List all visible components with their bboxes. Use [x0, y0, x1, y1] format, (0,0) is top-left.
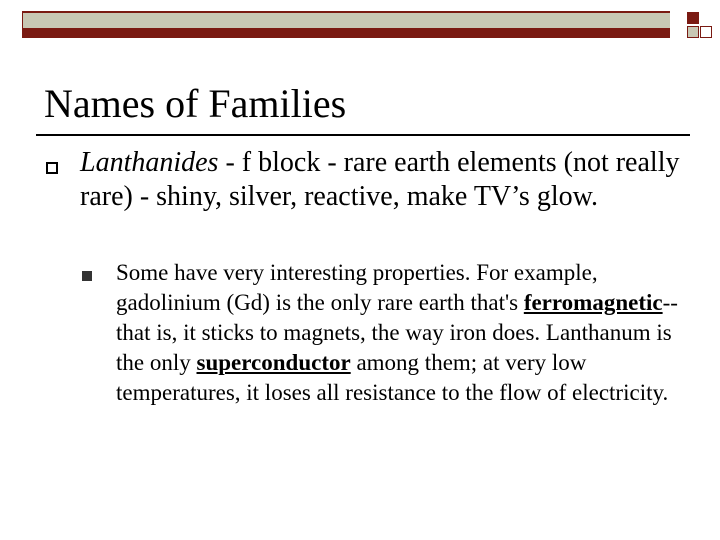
sub-bullet-properties	[116, 258, 696, 408]
lanthanides-description: - f block - rare earth elements (not really rare) - shiny, silver, reactive, make TV’s glow.	[80, 147, 680, 212]
term-lanthanides: Lanthanides	[80, 147, 219, 178]
header-decor-bar	[22, 11, 670, 38]
slide-title: Names of Families	[44, 81, 347, 126]
ferromagnetic-link[interactable]: ferromagnetic	[523, 290, 663, 315]
decor-square-white	[700, 26, 712, 38]
decor-square-filled	[687, 12, 699, 24]
properties-text-2: --that is, it sticks to magnets, the way iron does. Lanthanum is the only	[116, 290, 678, 375]
properties-text-3: among them; at very low temperatures, it loses all resistance to the flow of electricity.	[116, 350, 669, 405]
bullet-lanthanides	[80, 146, 690, 214]
title-divider	[36, 134, 690, 136]
properties-text-1: Some have very interesting properties. For example, gadolinium (Gd) is the only rare earth that's	[116, 260, 598, 315]
filled-square-bullet-icon	[82, 271, 92, 281]
square-bullet-icon	[46, 162, 58, 174]
decor-square-tan	[687, 26, 699, 38]
superconductor-link[interactable]: superconductor	[196, 350, 351, 375]
